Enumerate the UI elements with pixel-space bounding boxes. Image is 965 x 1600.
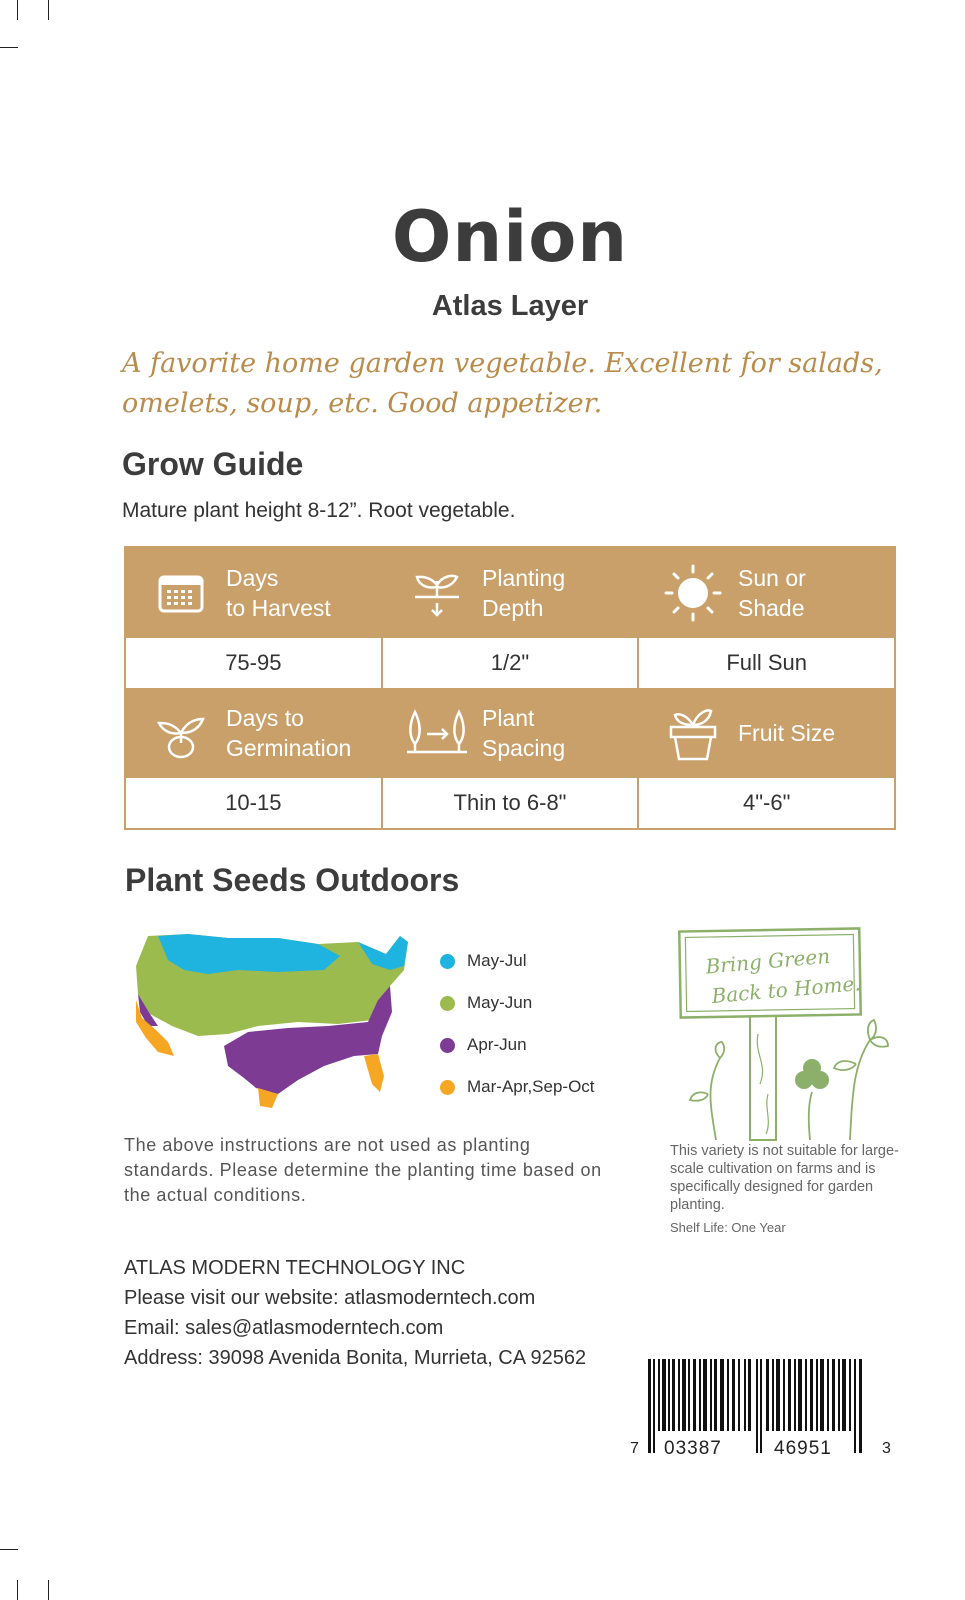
crop-mark: [48, 1580, 49, 1600]
planting-depth-header: [382, 548, 638, 638]
product-variety: Atlas Layer: [431, 290, 589, 322]
barcode-check-digit: 3: [882, 1440, 891, 1457]
header-label: Days to Germination: [226, 705, 352, 761]
legend-label: May-Jun: [467, 993, 533, 1012]
sprout-icon: [146, 705, 216, 761]
values-row: [126, 638, 894, 688]
legend-item: [440, 940, 595, 982]
barcode-right-group: 46951: [774, 1438, 832, 1459]
header-row: [126, 688, 894, 778]
fruit-size-value: 4"-6": [637, 778, 894, 828]
days-to-germination-header: [126, 688, 382, 778]
sign-post: [750, 1016, 776, 1140]
legend-dot: [440, 954, 455, 969]
header-label: Planting Depth: [482, 565, 566, 621]
product-title: Onion: [391, 196, 629, 278]
company-name: ATLAS MODERN TECHNOLOGY INC: [124, 1257, 466, 1279]
us-planting-map: [128, 930, 428, 1110]
crop-mark: [17, 1580, 18, 1600]
crop-mark: [48, 0, 49, 20]
company-email: Email: sales@atlasmoderntech.com: [124, 1317, 444, 1339]
values-row: [126, 778, 894, 828]
header-label: Days to Harvest: [226, 565, 331, 621]
legend-item: [440, 1024, 595, 1066]
plant-seeds-heading: Plant Seeds Outdoors: [125, 862, 460, 898]
cultivation-note: This variety is not suitable for large-scale cultivation on farms and is specifically designed for garden planting.: [670, 1143, 899, 1213]
sign-line-1: Bring Green: [704, 943, 832, 979]
crop-mark: [0, 1549, 18, 1550]
legend-item: [440, 1066, 595, 1108]
pot-icon: [658, 703, 728, 763]
legend-item: [440, 982, 595, 1024]
plant-spacing-value: Thin to 6-8": [381, 778, 638, 828]
clover-icon: [809, 1092, 812, 1140]
product-tagline: A favorite home garden vegetable. Excellent for salads, omelets, soup, etc. Good appetizer.: [122, 348, 883, 419]
clover-leaves: [795, 1059, 829, 1089]
bring-green-sign-illustration: [676, 924, 906, 1144]
grow-guide-table: [124, 546, 896, 830]
company-address: Address: 39098 Avenida Bonita, Murrieta, CA 92562: [124, 1347, 587, 1369]
days-to-harvest-value: 75-95: [225, 650, 282, 675]
map-legend: [440, 940, 595, 1108]
plant-spacing-header: [382, 688, 638, 778]
header-label: Sun or Shade: [738, 565, 806, 621]
legend-label: May-Jul: [467, 951, 527, 970]
barcode-left-group: 03387: [664, 1438, 722, 1459]
sun-icon: [658, 563, 728, 623]
legend-dot: [440, 996, 455, 1011]
planting-disclaimer: The above instructions are not used as planting standards. Please determine the planting time based on the actual conditions.: [124, 1135, 602, 1205]
legend-dot: [440, 1038, 455, 1053]
grow-guide-heading: Grow Guide: [122, 446, 304, 482]
sun-or-shade-value: Full Sun: [637, 638, 894, 688]
header-row: [126, 548, 894, 638]
company-website: Please visit our website: atlasmoderntech.com: [124, 1287, 536, 1309]
calendar-icon: [146, 571, 216, 615]
sign-line-2: Back to Home.: [710, 971, 862, 1009]
spacing-icon: [402, 706, 472, 760]
sprout-left-icon: [690, 1042, 724, 1140]
header-label: Plant Spacing: [482, 705, 566, 761]
sprout-right-icon: [834, 1020, 888, 1140]
days-to-harvest-header: [126, 548, 382, 638]
seedling-depth-icon: [402, 567, 472, 619]
barcode-first-digit: 7: [630, 1440, 639, 1457]
header-label: Fruit Size: [738, 720, 836, 746]
legend-label: Mar-Apr,Sep-Oct: [467, 1077, 595, 1096]
crop-mark: [17, 0, 18, 20]
sun-or-shade-header: [638, 548, 894, 638]
days-to-germination-value: 10-15: [225, 790, 282, 815]
fruit-size-header: [638, 688, 894, 778]
company-info: [124, 1253, 586, 1373]
legend-dot: [440, 1080, 455, 1095]
legend-label: Apr-Jun: [467, 1035, 527, 1054]
shelf-life: Shelf Life: One Year: [670, 1220, 786, 1235]
grow-guide-description: Mature plant height 8-12”. Root vegetable.: [122, 499, 516, 522]
crop-mark: [0, 47, 18, 48]
planting-depth-value: 1/2": [381, 638, 638, 688]
post-wood-grain: [757, 1034, 768, 1134]
